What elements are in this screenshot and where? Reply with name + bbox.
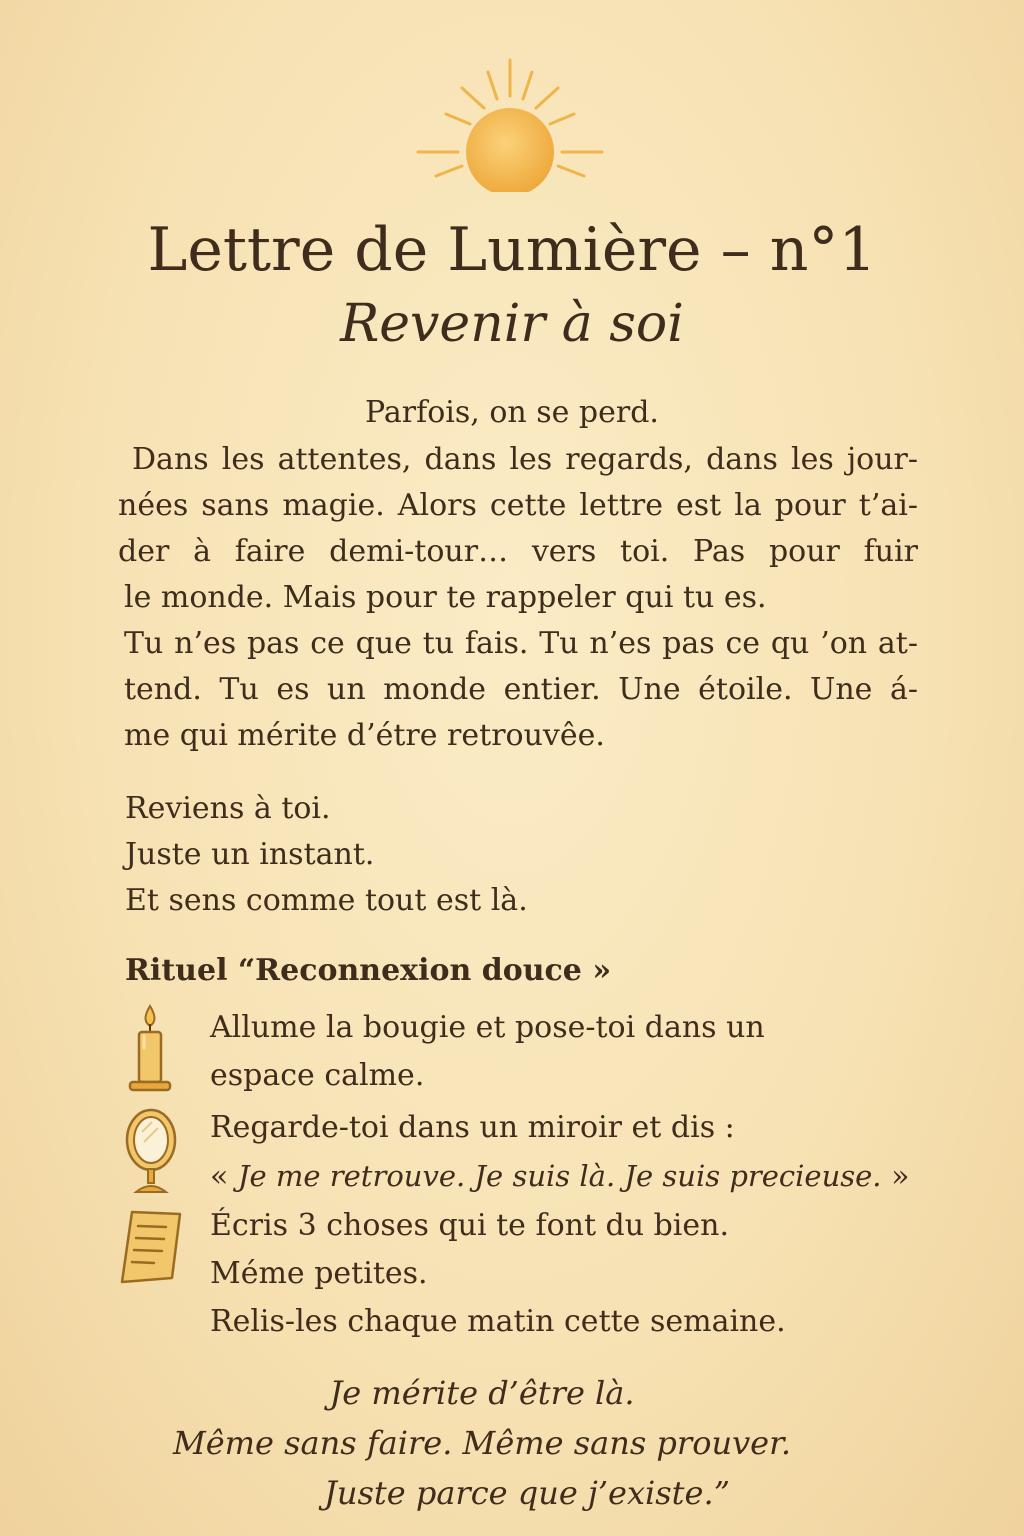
mirror-affirmation: Je me retrouve. Je suis là. Je suis precieuse. — [237, 1159, 882, 1193]
step-line: Allume la bougie et pose-toi dans un — [210, 1010, 765, 1045]
step-line: espace calme. — [210, 1058, 425, 1093]
ritual-step-mirror — [210, 1104, 909, 1201]
intro-line: me qui mérite d’étre retrouvêe. — [124, 718, 605, 753]
invitation-line: Juste un instant. — [125, 837, 375, 872]
invitation-line: Et sens comme tout est là. — [125, 883, 528, 918]
intro-line: nées sans magie. Alors cette lettre est la pour t’ai- — [118, 488, 918, 523]
step-quote-line — [210, 1152, 909, 1201]
quote-close-mark: » — [881, 1159, 910, 1194]
scroll-icon — [116, 1208, 184, 1286]
quote-open-mark: « — [210, 1159, 238, 1194]
invitation-line: Reviens à toi. — [125, 791, 331, 826]
closing-line: Je mérite d’être là. — [329, 1374, 635, 1412]
intro-line: der à faire demi-tour… vers toi. Pas pour fuir — [118, 534, 918, 569]
candle-icon — [122, 1002, 178, 1094]
page-title: Lettre de Lumière – n°1 — [147, 215, 877, 285]
closing-line: Même sans faire. Même sans prouver. — [172, 1424, 792, 1462]
ritual-title: Rituel “Reconnexion douce » — [125, 953, 612, 988]
sun-icon — [410, 52, 610, 192]
intro-line: Dans les attentes, dans les regards, dans les jour- — [132, 442, 918, 477]
intro-line: Tu n’es pas ce que tu fais. Tu n’es pas ce qu ’on at- — [124, 626, 918, 661]
closing-quote — [0, 1368, 1024, 1518]
step-line: Relis-les chaque matin cette semaine. — [210, 1304, 786, 1339]
intro-line: le monde. Mais pour te rappeler qui tu es. — [124, 580, 767, 615]
closing-line: Juste parce que j’existe.” — [324, 1474, 730, 1512]
intro-paragraph — [118, 437, 918, 759]
ritual-step-write — [210, 1202, 786, 1346]
mirror-icon — [122, 1106, 180, 1196]
step-line: Méme petites. — [210, 1256, 428, 1291]
ritual-step-candle — [210, 1004, 765, 1100]
page-subtitle: Revenir à soi — [340, 294, 684, 354]
step-line: Écris 3 choses qui te font du bien. — [210, 1208, 730, 1243]
intro-opening: Parfois, on se perd. — [365, 395, 659, 430]
step-line: Regarde-toi dans un miroir et dis : — [210, 1110, 735, 1145]
intro-line: tend. Tu es un monde entier. Une étoile. Une á- — [124, 672, 918, 707]
invitation-paragraph — [125, 786, 915, 924]
